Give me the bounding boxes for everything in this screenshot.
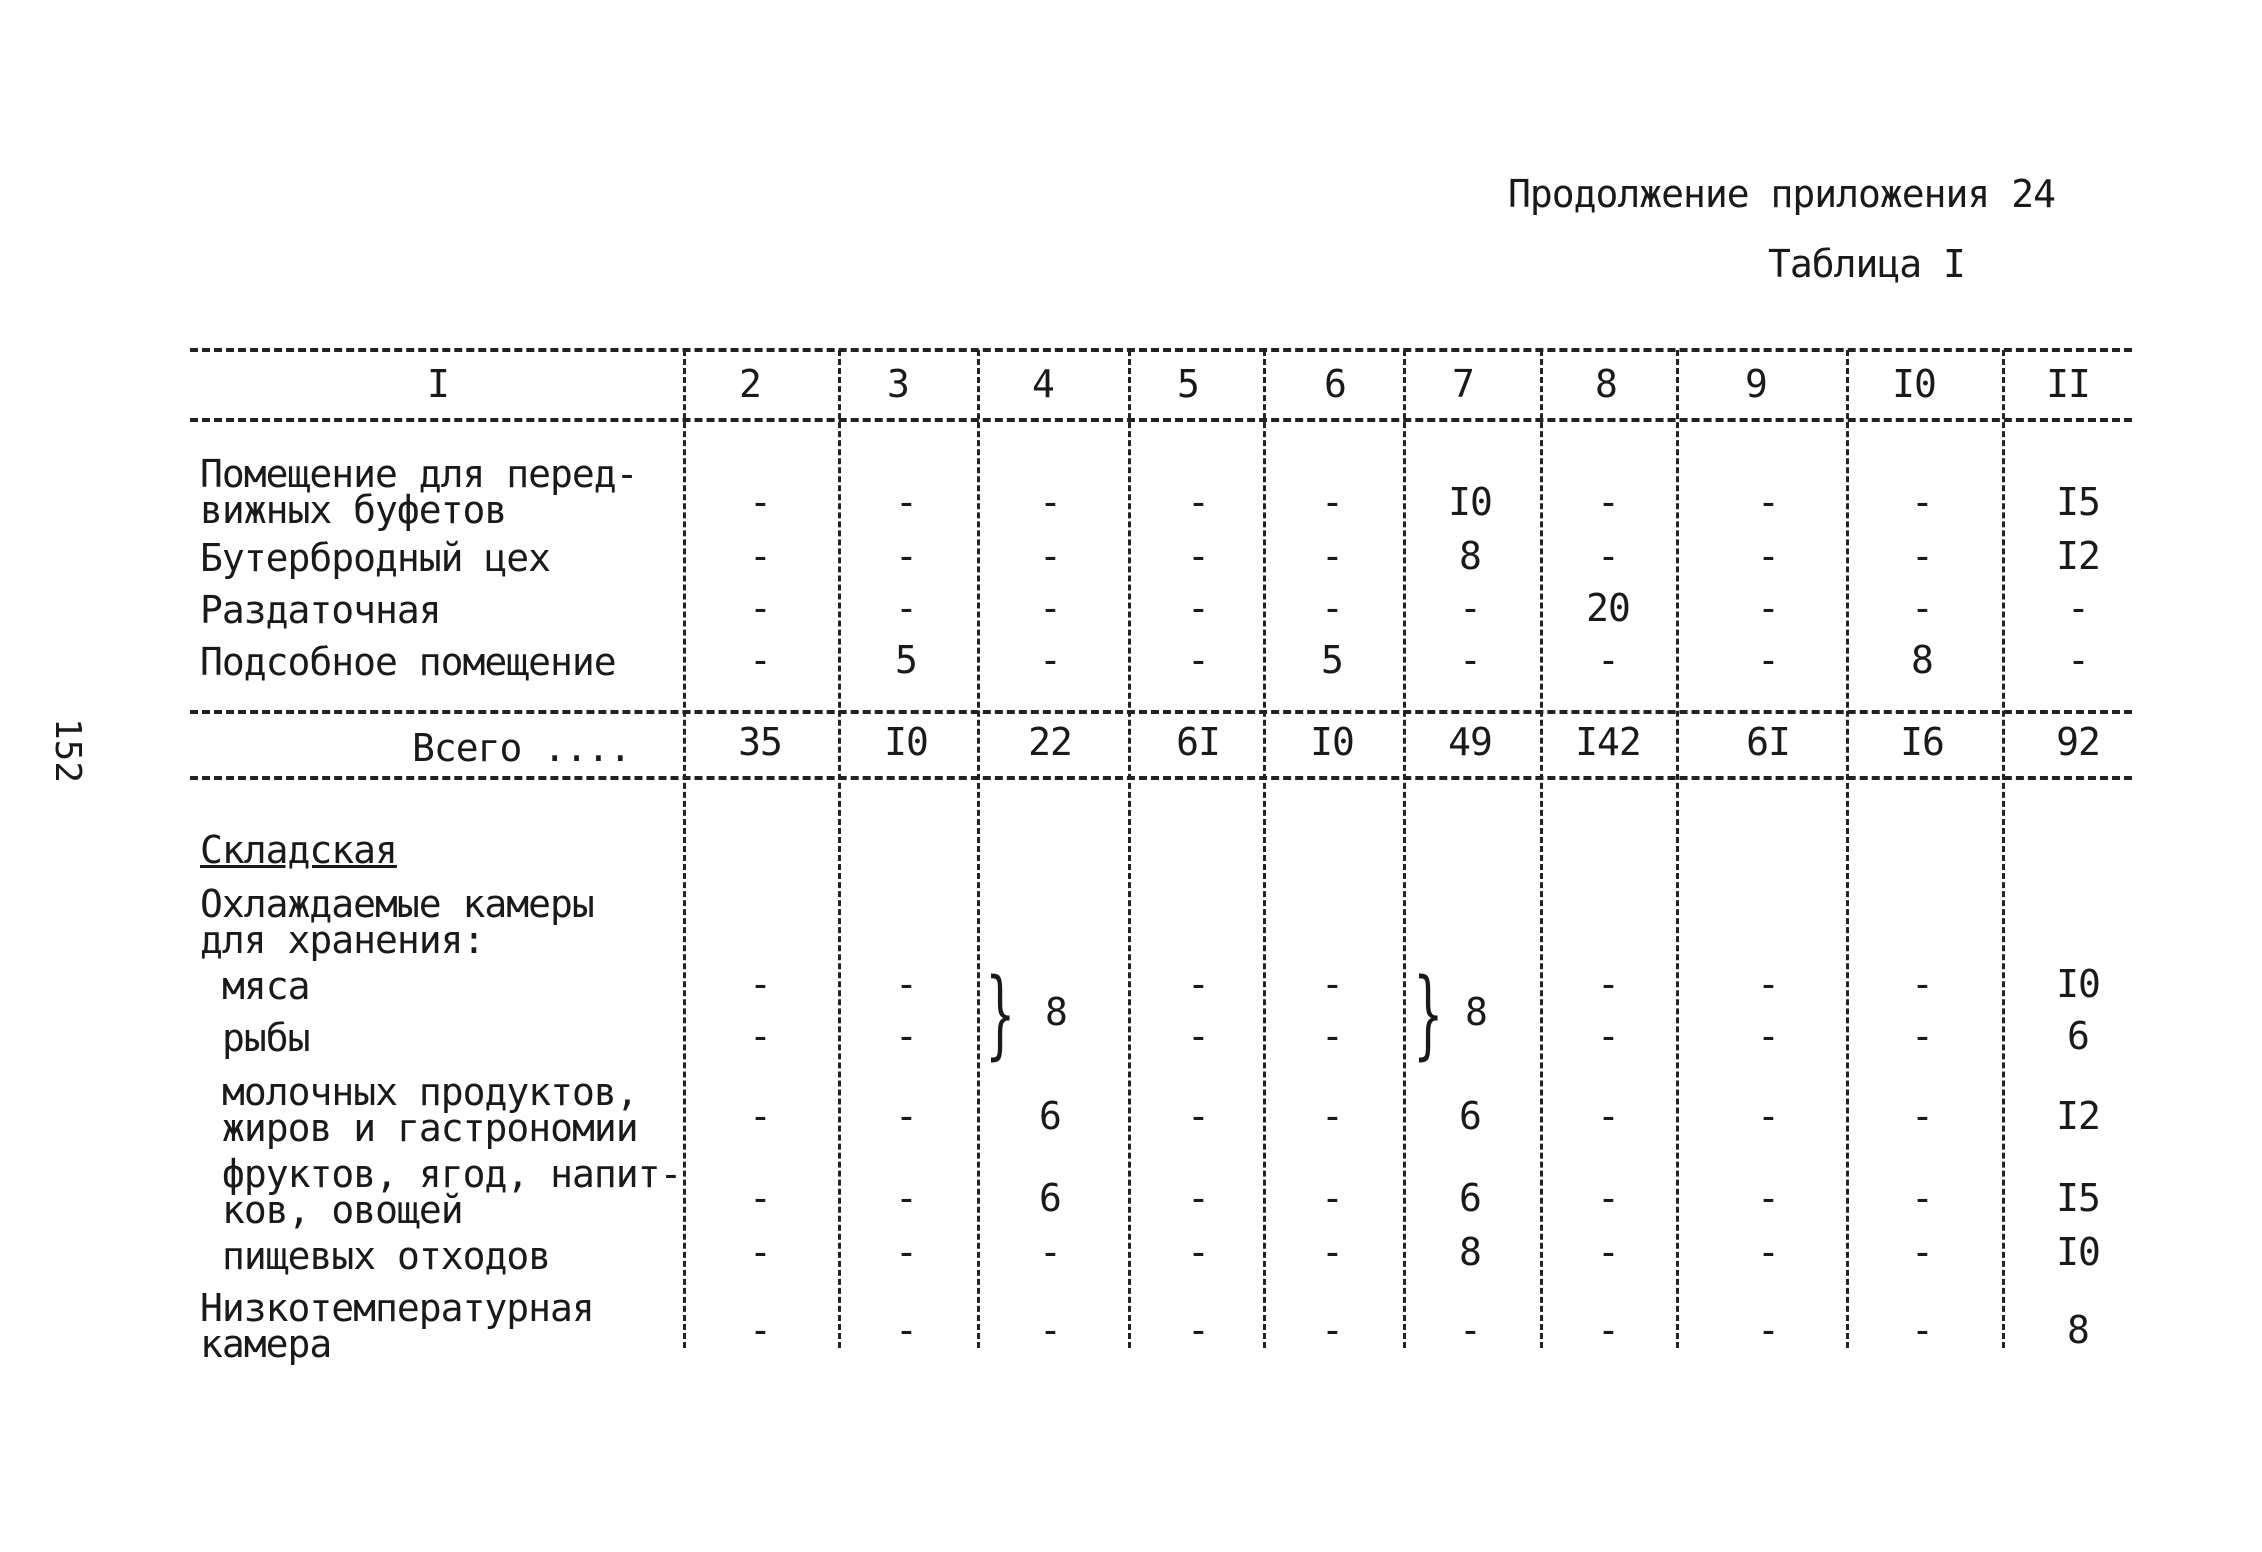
table-cell: - (1597, 1308, 1619, 1352)
column-rule (1128, 350, 1131, 1348)
row-label: Низкотемпературная камера (200, 1286, 594, 1366)
table-cell: 20 (1586, 586, 1630, 630)
table-cell: - (1187, 586, 1209, 630)
table-cell: - (1321, 1014, 1343, 1058)
column-rule (1540, 350, 1543, 1348)
table-cell: - (2067, 638, 2089, 682)
table-cell: - (1757, 1014, 1779, 1058)
table-cell: - (749, 586, 771, 630)
row-label: Бутербродный цех (200, 536, 551, 580)
column-header: 4 (1032, 362, 1054, 406)
page-number: 152 (47, 718, 88, 784)
table-cell: - (2067, 586, 2089, 630)
row-label: фруктов, ягод, напит- ков, овощей (222, 1152, 682, 1232)
table-cell: I5 (2056, 1176, 2100, 1220)
table-cell: I0 (2056, 962, 2100, 1006)
column-header: 6 (1324, 362, 1346, 406)
table-cell: I2 (2056, 534, 2100, 578)
row-label: мяса (222, 964, 310, 1008)
table-cell: - (749, 1176, 771, 1220)
table-cell: 8 (1911, 638, 1933, 682)
table-cell: - (749, 1308, 771, 1352)
table-cell: - (749, 1014, 771, 1058)
table-cell: - (1187, 1230, 1209, 1274)
table-cell: - (1321, 962, 1343, 1006)
column-rule (2002, 350, 2005, 1348)
total-cell: I6 (1900, 720, 1944, 764)
table-cell: - (1597, 638, 1619, 682)
table-cell: - (1459, 638, 1481, 682)
table-cell: - (749, 962, 771, 1006)
rule-top (190, 348, 2132, 352)
table-cell: - (1911, 586, 1933, 630)
column-header: 7 (1452, 362, 1474, 406)
table-cell: - (1321, 1308, 1343, 1352)
table-cell: - (1757, 962, 1779, 1006)
table-cell: - (895, 586, 917, 630)
column-header: 2 (739, 362, 761, 406)
table-cell: - (895, 480, 917, 524)
total-cell: 49 (1448, 720, 1492, 764)
merged-value-col7: 8 (1465, 990, 1487, 1034)
table-cell: - (1757, 480, 1779, 524)
column-header: I0 (1892, 362, 1936, 406)
table-cell: - (1187, 1014, 1209, 1058)
brace-icon: } (985, 958, 1016, 1070)
total-label: Всего .... (412, 726, 631, 770)
column-header: 3 (887, 362, 909, 406)
table-cell: - (1187, 638, 1209, 682)
total-cell: 92 (2056, 720, 2100, 764)
table-cell: - (1187, 534, 1209, 578)
table-cell: I5 (2056, 480, 2100, 524)
row-label: Подсобное помещение (200, 640, 616, 684)
table-cell: - (749, 638, 771, 682)
table-cell: - (1911, 534, 1933, 578)
table-cell: - (749, 1230, 771, 1274)
total-cell: 6I (1176, 720, 1220, 764)
table-cell: I2 (2056, 1094, 2100, 1138)
table-cell: - (1459, 1308, 1481, 1352)
row-label: Помещение для перед- вижных буфетов (200, 452, 638, 532)
table-cell: - (1321, 480, 1343, 524)
table-cell: 8 (2067, 1308, 2089, 1352)
table-cell: - (895, 1308, 917, 1352)
continuation-heading: Продолжение приложения 24 (1508, 172, 2055, 216)
table-cell: - (1039, 480, 1061, 524)
total-cell: 6I (1746, 720, 1790, 764)
column-rule (977, 350, 980, 1348)
table-cell: - (749, 1094, 771, 1138)
table-cell: 5 (895, 638, 917, 682)
table-cell: - (1911, 1176, 1933, 1220)
table-cell: - (1757, 1230, 1779, 1274)
table-cell: 8 (1459, 1230, 1481, 1274)
table-cell: 6 (1039, 1176, 1061, 1220)
column-rule (838, 350, 841, 1348)
table-cell: - (1321, 586, 1343, 630)
table-cell: - (1597, 1176, 1619, 1220)
column-rule (683, 350, 686, 1348)
row-label: молочных продуктов, жиров и гастрономии (222, 1070, 638, 1150)
table-cell: - (1039, 586, 1061, 630)
table-cell: - (1039, 1308, 1061, 1352)
table-cell: - (1187, 1308, 1209, 1352)
table-cell: - (895, 962, 917, 1006)
total-cell: 35 (738, 720, 782, 764)
table-cell: - (749, 534, 771, 578)
table-cell: - (1911, 962, 1933, 1006)
total-cell: I0 (1310, 720, 1354, 764)
column-rule (1846, 350, 1849, 1348)
section-title: Складская (200, 828, 397, 872)
table-cell: 6 (1039, 1094, 1061, 1138)
column-rule (1403, 350, 1406, 1348)
table-cell: - (1757, 1308, 1779, 1352)
table-cell: - (895, 1176, 917, 1220)
table-cell: - (1911, 1014, 1933, 1058)
brace-icon: } (1413, 958, 1444, 1070)
table-cell: - (1757, 586, 1779, 630)
column-header: 5 (1177, 362, 1199, 406)
table-cell: - (1757, 1094, 1779, 1138)
table-cell: - (1597, 962, 1619, 1006)
table-cell: - (895, 534, 917, 578)
total-cell: I42 (1575, 720, 1641, 764)
column-header: 9 (1745, 362, 1767, 406)
table-cell: - (1597, 1014, 1619, 1058)
column-header: I (427, 362, 449, 406)
table-cell: - (1597, 534, 1619, 578)
table-cell: - (1757, 638, 1779, 682)
table-cell: - (1039, 638, 1061, 682)
table-cell: - (1187, 962, 1209, 1006)
rule-total-bottom (190, 776, 2132, 780)
table-cell: - (1757, 1176, 1779, 1220)
table-cell: I0 (2056, 1230, 2100, 1274)
table-cell: - (1321, 1230, 1343, 1274)
table-cell: - (1911, 1230, 1933, 1274)
section-subtitle: Охлаждаемые камеры для хранения: (200, 882, 594, 962)
table-cell: - (1321, 1176, 1343, 1220)
table-cell: - (1597, 480, 1619, 524)
table-cell: - (1187, 1094, 1209, 1138)
table-cell: - (1911, 1094, 1933, 1138)
table-cell: - (1321, 1094, 1343, 1138)
column-header: 8 (1595, 362, 1617, 406)
table-cell: - (1321, 534, 1343, 578)
merged-value-col4: 8 (1045, 990, 1067, 1034)
table-cell: - (895, 1014, 917, 1058)
table-cell: - (1597, 1230, 1619, 1274)
table-cell: 5 (1321, 638, 1343, 682)
total-cell: 22 (1028, 720, 1072, 764)
table-cell: - (1039, 1230, 1061, 1274)
table-cell: - (749, 480, 771, 524)
table-cell: 6 (1459, 1094, 1481, 1138)
table-cell: 8 (1459, 534, 1481, 578)
table-cell: - (1459, 586, 1481, 630)
column-rule (1263, 350, 1266, 1348)
table-cell: - (1757, 534, 1779, 578)
row-label: пищевых отходов (222, 1234, 551, 1278)
total-cell: I0 (884, 720, 928, 764)
table-cell: - (895, 1094, 917, 1138)
table-cell: - (1039, 534, 1061, 578)
table-cell: 6 (1459, 1176, 1481, 1220)
table-cell: - (1187, 1176, 1209, 1220)
table-cell: - (1911, 480, 1933, 524)
row-label: рыбы (222, 1016, 310, 1060)
column-rule (1676, 350, 1679, 1348)
table-cell: - (1911, 1308, 1933, 1352)
table-label: Таблица I (1768, 242, 1965, 286)
rule-total-top (190, 710, 2132, 714)
table-cell: - (1187, 480, 1209, 524)
table-cell: I0 (1448, 480, 1492, 524)
table-cell: - (1597, 1094, 1619, 1138)
table-cell: - (895, 1230, 917, 1274)
row-label: Раздаточная (200, 588, 441, 632)
column-header: II (2046, 362, 2090, 406)
rule-header-bottom (190, 418, 2132, 422)
table-cell: 6 (2067, 1014, 2089, 1058)
